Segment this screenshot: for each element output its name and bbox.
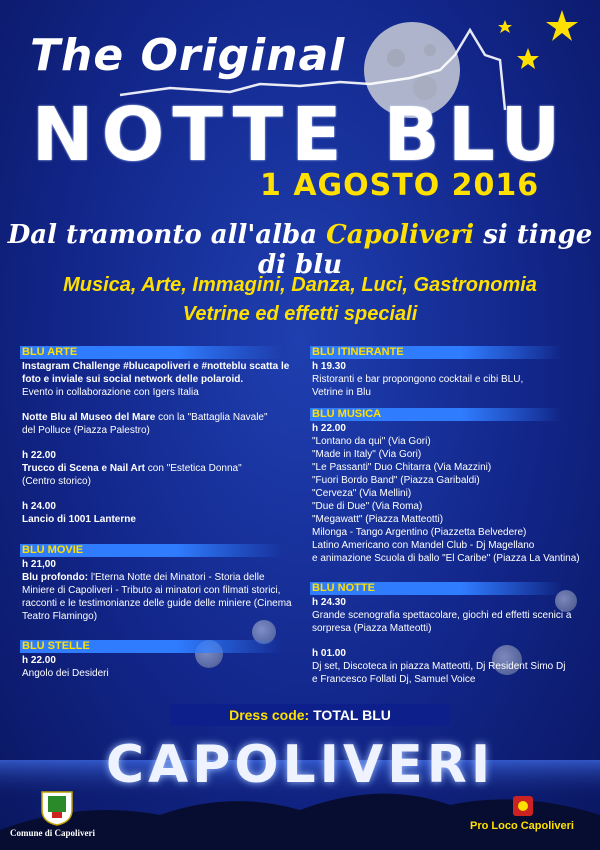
slogan-highlight: Capoliveri [326,220,475,250]
title-top: The Original [30,30,346,81]
time-label: h 22.00 [312,423,346,434]
list-item: "Due di Due" (Via Roma) [312,501,423,512]
text-line: Instagram Challenge #blucapoliveri e #notteblu scatta le [22,361,290,372]
list-item: e animazione Scuola di ballo "El Caribe" (Piazza La Vantina) [312,553,580,564]
dress-code-banner [170,704,450,726]
section-heading-blu-notte: BLU NOTTE [310,582,562,595]
commune-crest-icon [40,790,74,826]
blu-notte-content [312,596,597,686]
slogan [0,220,600,280]
section-heading-blu-movie: BLU MOVIE [20,544,282,557]
blu-itinerante-content [312,360,592,399]
event-date: 1 AGOSTO 2016 [260,168,540,203]
text-line: Evento in collaborazione con Igers Italia [22,387,199,398]
text-line: e Francesco Follati Dj, Samuel Voice [312,674,476,685]
trucco-bold: Trucco di Scena e Nail Art [22,463,146,474]
subtitle-1: Musica, Arte, Immagini, Danza, Luci, Gastronomia [63,274,537,296]
text-line: Grande scenografia spettacolare, giochi ed effetti scenici a [312,610,572,621]
text-line: Dj set, Discoteca in piazza Matteotti, Dj Resident Simo Dj [312,661,566,672]
time-label: h 19.30 [312,361,346,372]
text-line: del Polluce (Piazza Palestro) [22,425,150,436]
movie-bold: Blu profondo: [22,572,89,583]
text-line: (Centro storico) [22,476,91,487]
museo-bold: Notte Blu al Museo del Mare [22,412,156,423]
section-heading-blu-arte: BLU ARTE [20,346,282,359]
text-line: Miniere di Capoliveri - Tributo ai minatori con filmati storici, [22,585,281,596]
text-line: Lancio di 1001 Lanterne [22,514,136,525]
text-line: racconti e le testimonianze delle guide delle miniere (Cinema [22,598,292,609]
star-icon [498,20,512,33]
time-label: h 24.30 [312,597,346,608]
time-label: h 24.00 [22,501,56,512]
text-line: sorpresa (Piazza Matteotti) [312,623,432,634]
museo-rest: con la "Battaglia Navale" [155,412,268,423]
text-line: Angolo dei Desideri [22,668,109,679]
subtitle-2: Vetrine ed effetti speciali [182,303,418,325]
blu-arte-content [22,360,302,526]
list-item: "Made in Italy" (Via Gori) [312,449,422,460]
time-label: h 22.00 [22,655,56,666]
proloco-label: Pro Loco Capoliveri [470,820,574,832]
blu-movie-content [22,558,302,623]
section-heading-blu-musica: BLU MUSICA [310,408,562,421]
text-line [22,462,302,475]
list-item: Latino Americano con Mandel Club - Dj Magellano [312,540,535,551]
dress-code-label: Dress code: [229,707,314,723]
list-item: "Fuori Bordo Band" (Piazza Garibaldi) [312,475,480,486]
blu-musica-content [312,422,597,565]
page-title: NOTTE BLU [31,92,569,178]
proloco-logo-icon [512,795,534,817]
list-item: "Lontano da qui" (Via Gori) [312,436,431,447]
time-label: h 01.00 [312,648,346,659]
text-line: Ristoranti e bar propongono cocktail e cibi BLU, [312,374,524,385]
commune-label: Comune di Capoliveri [10,828,96,838]
blu-stelle-content [22,654,302,680]
text-line: Vetrine in Blu [312,387,371,398]
time-label: h 21,00 [22,559,56,570]
text-line [22,411,302,424]
town-name: CAPOLIVERI [105,735,495,795]
movie-rest: l'Eterna Notte dei Minatori - Storia delle [88,572,265,583]
list-item: "Megawatt" (Piazza Matteotti) [312,514,444,525]
section-heading-blu-stelle: BLU STELLE [20,640,282,653]
list-item: Milonga - Tango Argentino (Piazzetta Belvedere) [312,527,527,538]
list-item: "Cerveza" (Via Mellini) [312,488,412,499]
dress-code-value: TOTAL BLU [313,707,391,723]
time-label: h 22.00 [22,450,56,461]
star-icon [546,10,578,41]
trucco-rest: con "Estetica Donna" [145,463,242,474]
text-line: Teatro Flamingo) [22,611,98,622]
list-item: "Le Passanti" Duo Chitarra (Via Mazzini) [312,462,492,473]
slogan-part1: Dal tramonto all'alba [7,220,327,250]
text-line: foto e inviale sui social network delle polaroid. [22,374,244,385]
slogan-part2: si tinge di blu [257,220,593,280]
text-line [22,571,302,584]
star-icon [517,48,539,69]
section-heading-blu-itinerante: BLU ITINERANTE [310,346,562,359]
